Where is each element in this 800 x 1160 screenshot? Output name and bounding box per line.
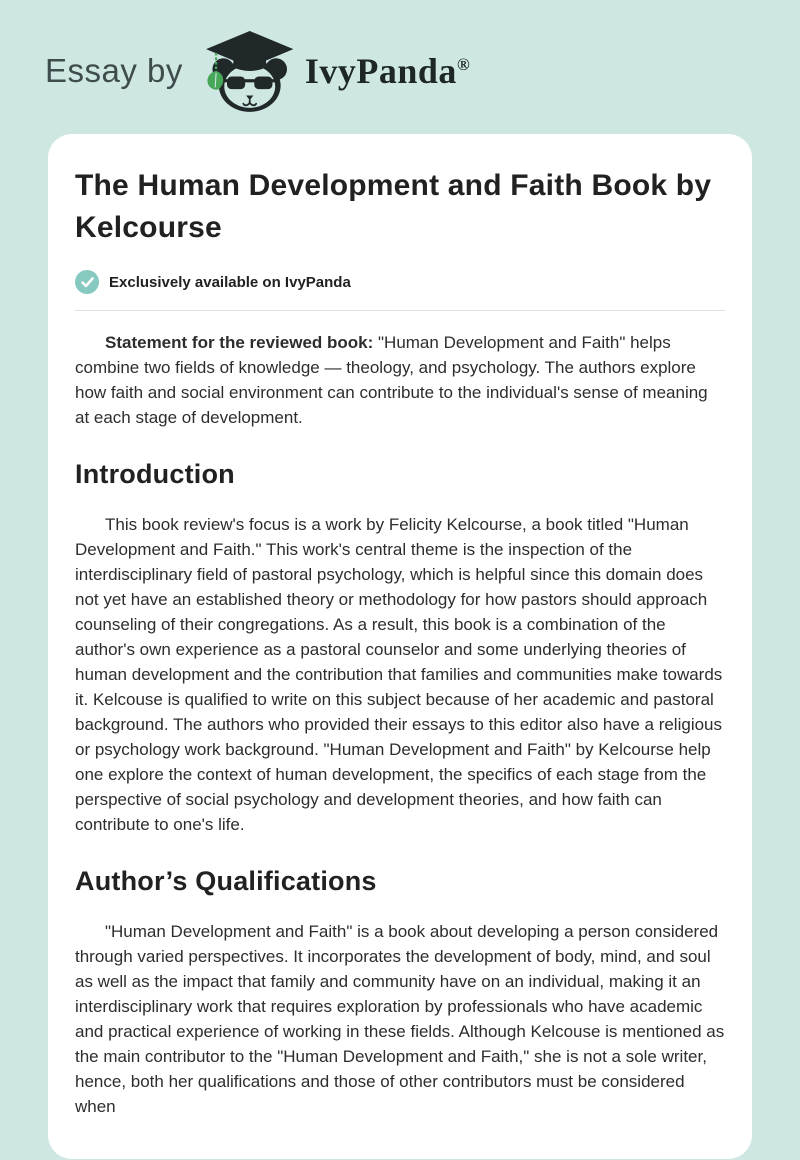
statement-text: "Human Development and Faith" helps combine two fields of knowledge — theology, and psychology. The authors explore how faith and social environment can contribute to the individual's sense of meaning at each stage of development. xyxy=(75,333,708,427)
availability-badge xyxy=(75,270,725,294)
essay-card xyxy=(48,134,752,1159)
page-title: The Human Development and Faith Book by Kelcourse xyxy=(75,169,712,244)
statement-paragraph xyxy=(75,330,725,430)
check-circle-icon xyxy=(75,270,99,294)
introduction-paragraph: This book review's focus is a work by Felicity Kelcourse, a book titled "Human Development and Faith." This work's central theme is the inspection of the interdisciplinary field of pastoral psychology, which is helpful since this domain does not yet have an established theory or methodology for how pastors should approach counseling of their congregations. As a result, this book is a combination of the author's own experience as a pastoral counselor and some underlying theories of human development and the contribution that families and communities make towards it. Kelcouse is qualified to write on this subject because of her academic and pastoral background. The authors who provided their essays to this editor also have a religious or psychology work background. "Human Development and Faith" by Kelcourse help one explore the context of human development, the specifics of each stage from the perspective of social psychology and development theories, and how faith can contribute to one's life. xyxy=(75,515,723,834)
authors-qualifications-paragraph: "Human Development and Faith" is a book about developing a person considered through varied perspectives. It incorporates the development of body, mind, and soul as well as the impact that family and community have on an individual, making it an interdisciplinary work that requires exploration by professionals who have academic and practical experience of working in these fields. Although Kelcouse is mentioned as the main contributor to the "Human Development and Faith," she is not a sole writer, hence, both her qualifications and those of other contributors must be considered when xyxy=(75,922,725,1116)
panda-graduate-icon xyxy=(197,29,297,113)
registered-mark: ® xyxy=(456,55,471,74)
availability-label: Exclusively available on IvyPanda xyxy=(109,273,351,291)
site-header xyxy=(0,0,800,112)
section-heading-introduction: Introduction xyxy=(75,459,235,489)
ivypanda-logo[interactable] xyxy=(197,29,470,113)
brand-name: IvyPanda® xyxy=(304,51,471,91)
divider xyxy=(75,310,725,311)
statement-lead: Statement for the reviewed book: xyxy=(105,333,374,352)
essay-by-label: Essay by xyxy=(45,52,183,89)
section-heading-authors-qualifications: Author’s Qualifications xyxy=(75,866,377,896)
